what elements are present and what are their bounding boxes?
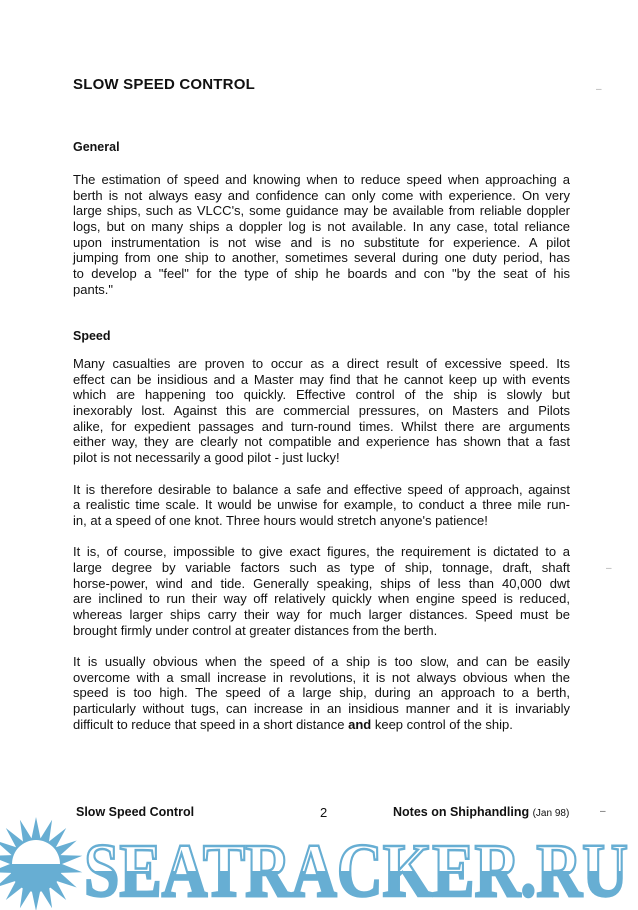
text-line: particularly without tugs, can increase in an insidious manner and it is invariably bbox=[73, 701, 570, 717]
text-line: effect can be insidious and a Master may find that he cannot keep up with events bbox=[73, 371, 570, 387]
watermark-logo bbox=[0, 812, 638, 910]
scan-mark: – bbox=[606, 563, 612, 574]
sun-icon bbox=[0, 817, 82, 910]
footer-chapter: Slow Speed Control bbox=[76, 805, 195, 819]
general-body bbox=[73, 172, 570, 298]
paragraph bbox=[73, 172, 570, 298]
text-line: inexorably lost. Against this are commercial pressures, on Masters and Pilots bbox=[73, 403, 570, 419]
text-segment: keep control of the ship. bbox=[371, 716, 513, 732]
text-line: Many casualties are proven to occur as a direct result of excessive speed. Its bbox=[73, 356, 570, 371]
watermark-text: SEATRACKER.RU bbox=[84, 829, 628, 910]
text-line: berth is not always easy and confidence can only come with experience. On very bbox=[73, 187, 570, 203]
text-line: brought firmly under control at greater distances from the berth. bbox=[73, 622, 438, 638]
text-line: a realistic time scale. It would be unwise for example, to conduct a three mile run- bbox=[73, 497, 570, 513]
text-line: speed is too high. The speed of a large ship, during an approach to a berth, bbox=[73, 685, 570, 701]
text-line: upon instrumentation is not wise and is no substitute for experience. A pilot bbox=[73, 234, 570, 250]
speed-body bbox=[73, 356, 570, 733]
text-line: overcome with a small increase in revolutions, it is not always obvious when the bbox=[73, 669, 570, 685]
text-line: which are happening too quickly. Effective control of the ship is slowly but bbox=[73, 387, 570, 403]
section-heading-speed: Speed bbox=[73, 329, 111, 343]
text-line: It is usually obvious when the speed of a ship is too slow, and can be easily bbox=[73, 654, 570, 670]
scan-mark: – bbox=[600, 806, 606, 817]
text-line: either way, they are clearly not compatible and experience has shown that a fast bbox=[73, 434, 570, 450]
text-line: jumping from one ship to another, sometimes several during one duty period, has bbox=[73, 250, 570, 266]
paragraph bbox=[73, 654, 570, 732]
text-line bbox=[73, 717, 570, 733]
paragraph bbox=[73, 544, 570, 638]
text-line: horse-power, wind and tide. Generally speaking, ships of less than 40,000 dwt bbox=[73, 575, 570, 591]
text-line: It is, of course, impossible to give exact figures, the requirement is dictated to a bbox=[73, 544, 570, 560]
text-line: are inclined to run their way off relatively quickly when engine speed is reduced, bbox=[73, 591, 570, 607]
page-title: SLOW SPEED CONTROL bbox=[73, 76, 255, 93]
text-segment: difficult to reduce that speed in a short distance bbox=[73, 716, 349, 732]
text-line: alike, for expedient passages and turn-round times. Whilst there are arguments bbox=[73, 418, 570, 434]
text-line: logs, but on many ships a doppler log is not available. In any case, total reliance bbox=[73, 219, 570, 235]
footer-date: (Jan 98) bbox=[532, 808, 570, 819]
scan-mark: – bbox=[596, 84, 602, 95]
text-line: It is therefore desirable to balance a safe and effective speed of approach, against bbox=[73, 481, 570, 497]
footer-book-name: Notes on Shiphandling bbox=[393, 805, 530, 819]
text-line: whereas larger ships carry their way for much larger distances. Speed must be bbox=[73, 607, 570, 622]
text-line: pilot is not necessarily a good pilot - just lucky! bbox=[73, 450, 340, 466]
bold-text: and bbox=[348, 716, 372, 732]
text-line: pants." bbox=[73, 281, 114, 297]
section-heading-general: General bbox=[73, 140, 120, 154]
text-line: to develop a "feel" for the type of ship he boards and con "by the seat of his bbox=[73, 266, 570, 282]
text-line: large degree by variable factors such as type of ship, tonnage, draft, shaft bbox=[73, 559, 570, 575]
paragraph bbox=[73, 482, 570, 529]
footer-page-number: 2 bbox=[320, 805, 328, 820]
paragraph bbox=[73, 356, 570, 466]
text-line: The estimation of speed and knowing when to reduce speed when approaching a bbox=[73, 172, 570, 187]
text-line: in, at a speed of one knot. Three hours would stretch anyone's patience! bbox=[73, 512, 488, 528]
text-line: large ships, such as VLCC's, some guidance may be available from reliable doppler bbox=[73, 203, 570, 219]
